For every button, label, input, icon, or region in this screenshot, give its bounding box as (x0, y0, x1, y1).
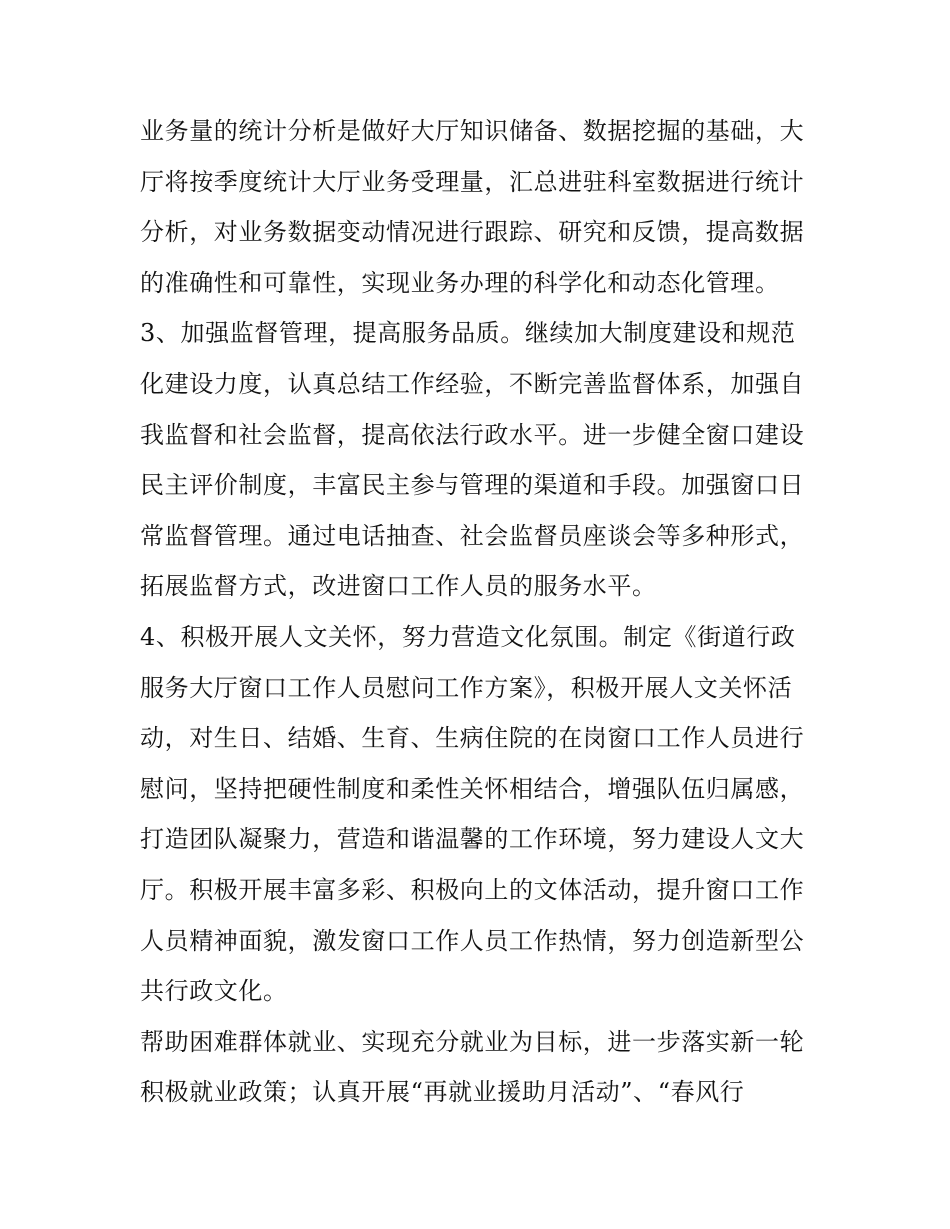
text-line: 人员精神面貌，激发窗口工作人员工作热情，努力创造新型公 (140, 926, 805, 955)
text-line: 拓展监督方式，改进窗口工作人员的服务水平。 (140, 572, 657, 601)
text-line: 共行政文化。 (140, 977, 288, 1006)
text-line: 打造团队凝聚力，营造和谐温馨的工作环境，努力建设人文大 (140, 825, 805, 854)
text-line: 服务大厅窗口工作人员慰问工作方案》，积极开展人文关怀活 (140, 673, 793, 702)
text-line: 常监督管理。通过电话抽查、社会监督员座谈会等多种形式， (140, 521, 805, 550)
text-line: 动，对生日、结婚、生育、生病住院的在岗窗口工作人员进行 (140, 724, 805, 753)
text-line: 化建设力度，认真总结工作经验，不断完善监督体系，加强自 (140, 369, 805, 398)
text-line: 积极就业政策；认真开展“再就业援助月活动”、“春风行 (140, 1078, 745, 1107)
text-line: 4、积极开展人文关怀，努力营造文化氛围。制定《街道行政 (140, 622, 796, 651)
text-line: 帮助困难群体就业、实现充分就业为目标，进一步落实新一轮 (140, 1027, 805, 1056)
text-line: 厅将按季度统计大厅业务受理量，汇总进驻科室数据进行统计 (140, 167, 805, 196)
text-line: 我监督和社会监督，提高依法行政水平。进一步健全窗口建设 (140, 420, 805, 449)
text-line: 厅。积极开展丰富多彩、积极向上的文体活动，提升窗口工作 (140, 875, 805, 904)
text-line: 的准确性和可靠性，实现业务办理的科学化和动态化管理。 (140, 268, 780, 297)
text-line: 业务量的统计分析是做好大厅知识储备、数据挖掘的基础，大 (140, 117, 805, 145)
text-line: 分析，对业务数据变动情况进行跟踪、研究和反馈，提高数据 (140, 218, 805, 247)
text-line: 民主评价制度，丰富民主参与管理的渠道和手段。加强窗口日 (140, 471, 805, 500)
text-line: 3、加强监督管理，提高服务品质。继续加大制度建设和规范 (140, 319, 796, 348)
document-body (140, 106, 830, 1118)
text-line: 慰问，坚持把硬性制度和柔性关怀相结合，增强队伍归属感， (140, 774, 805, 803)
